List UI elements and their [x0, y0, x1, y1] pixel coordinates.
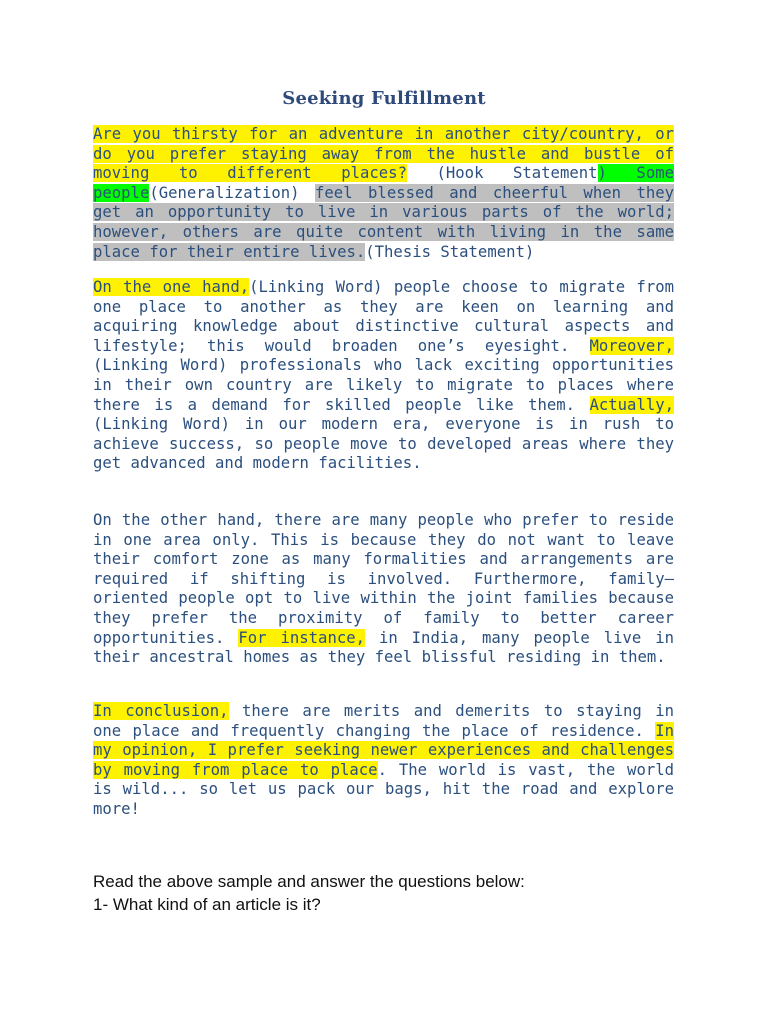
question-1: 1- What kind of an article is it? — [93, 895, 321, 914]
generalization-highlight: ) Some people — [93, 164, 674, 202]
body1-text: (Linking Word) professionals who lack exciting opportunities in their own country are likely to migrate to places where there is a demand for skilled people like them. — [93, 356, 674, 414]
body-paragraph-1 — [93, 278, 674, 474]
hook-label: (Hook Statement — [406, 164, 598, 183]
linking-word-highlight: On the one hand, — [93, 278, 250, 296]
instruction-text: Read the above sample and answer the questions below: — [93, 872, 525, 891]
body1-text: (Linking Word) in our modern era, everyone is in rush to achieve success, so people move to developed areas where they get advanced and modern facilities. — [93, 415, 674, 473]
conclusion-text: there are merits and demerits to staying in one place and frequently changing the place of residence. — [93, 702, 674, 740]
body-paragraph-2 — [93, 511, 674, 668]
linking-word-highlight: Moreover, — [589, 336, 674, 355]
linking-word-highlight: In conclusion, — [93, 702, 229, 720]
linking-word-highlight: For instance, — [238, 628, 365, 647]
body2-text: On the other hand, there are many people who prefer to reside in one area only. This is because they do not want to leave their comfort zone as many formalities and arrangements are required if shifting is involved. Furthermore, family–oriented people opt to live within the joint families because they prefer the proximity of family to better career opportunities. — [93, 511, 674, 647]
conclusion-paragraph — [93, 702, 674, 820]
conclusion-text: . The world is vast, the world is wild... so let us pack our bags, hit the road and explore more! — [93, 760, 674, 818]
opinion-highlight: In my opinion, I prefer seeking newer experiences and challenges by moving from place to place — [93, 721, 674, 779]
linking-word-highlight: Actually, — [589, 395, 674, 414]
intro-paragraph — [93, 125, 674, 262]
body1-text: (Linking Word) people choose to migrate from one place to another as they are keen on learning and acquiring knowledge about distinctive cultural aspects and lifestyle; this would broaden one’s eyesight. — [93, 278, 674, 355]
generalization-label: (Generalization) — [149, 183, 316, 202]
hook-statement-highlight: Are you thirsty for an adventure in another city/country, or do you prefer staying away from the hustle and bustle of moving to different places? — [93, 125, 674, 183]
page-title: Seeking Fulfillment — [282, 88, 486, 109]
thesis-label: (Thesis Statement) — [365, 242, 535, 261]
thesis-statement-highlight: feel blessed and cheerful when they get an opportunity to live in various parts of the world; however, others are quite content with living in the same place for their entire lives. — [93, 183, 674, 261]
body2-text: in India, many people live in their ancestral homes as they feel blissful residing in them. — [93, 628, 674, 667]
